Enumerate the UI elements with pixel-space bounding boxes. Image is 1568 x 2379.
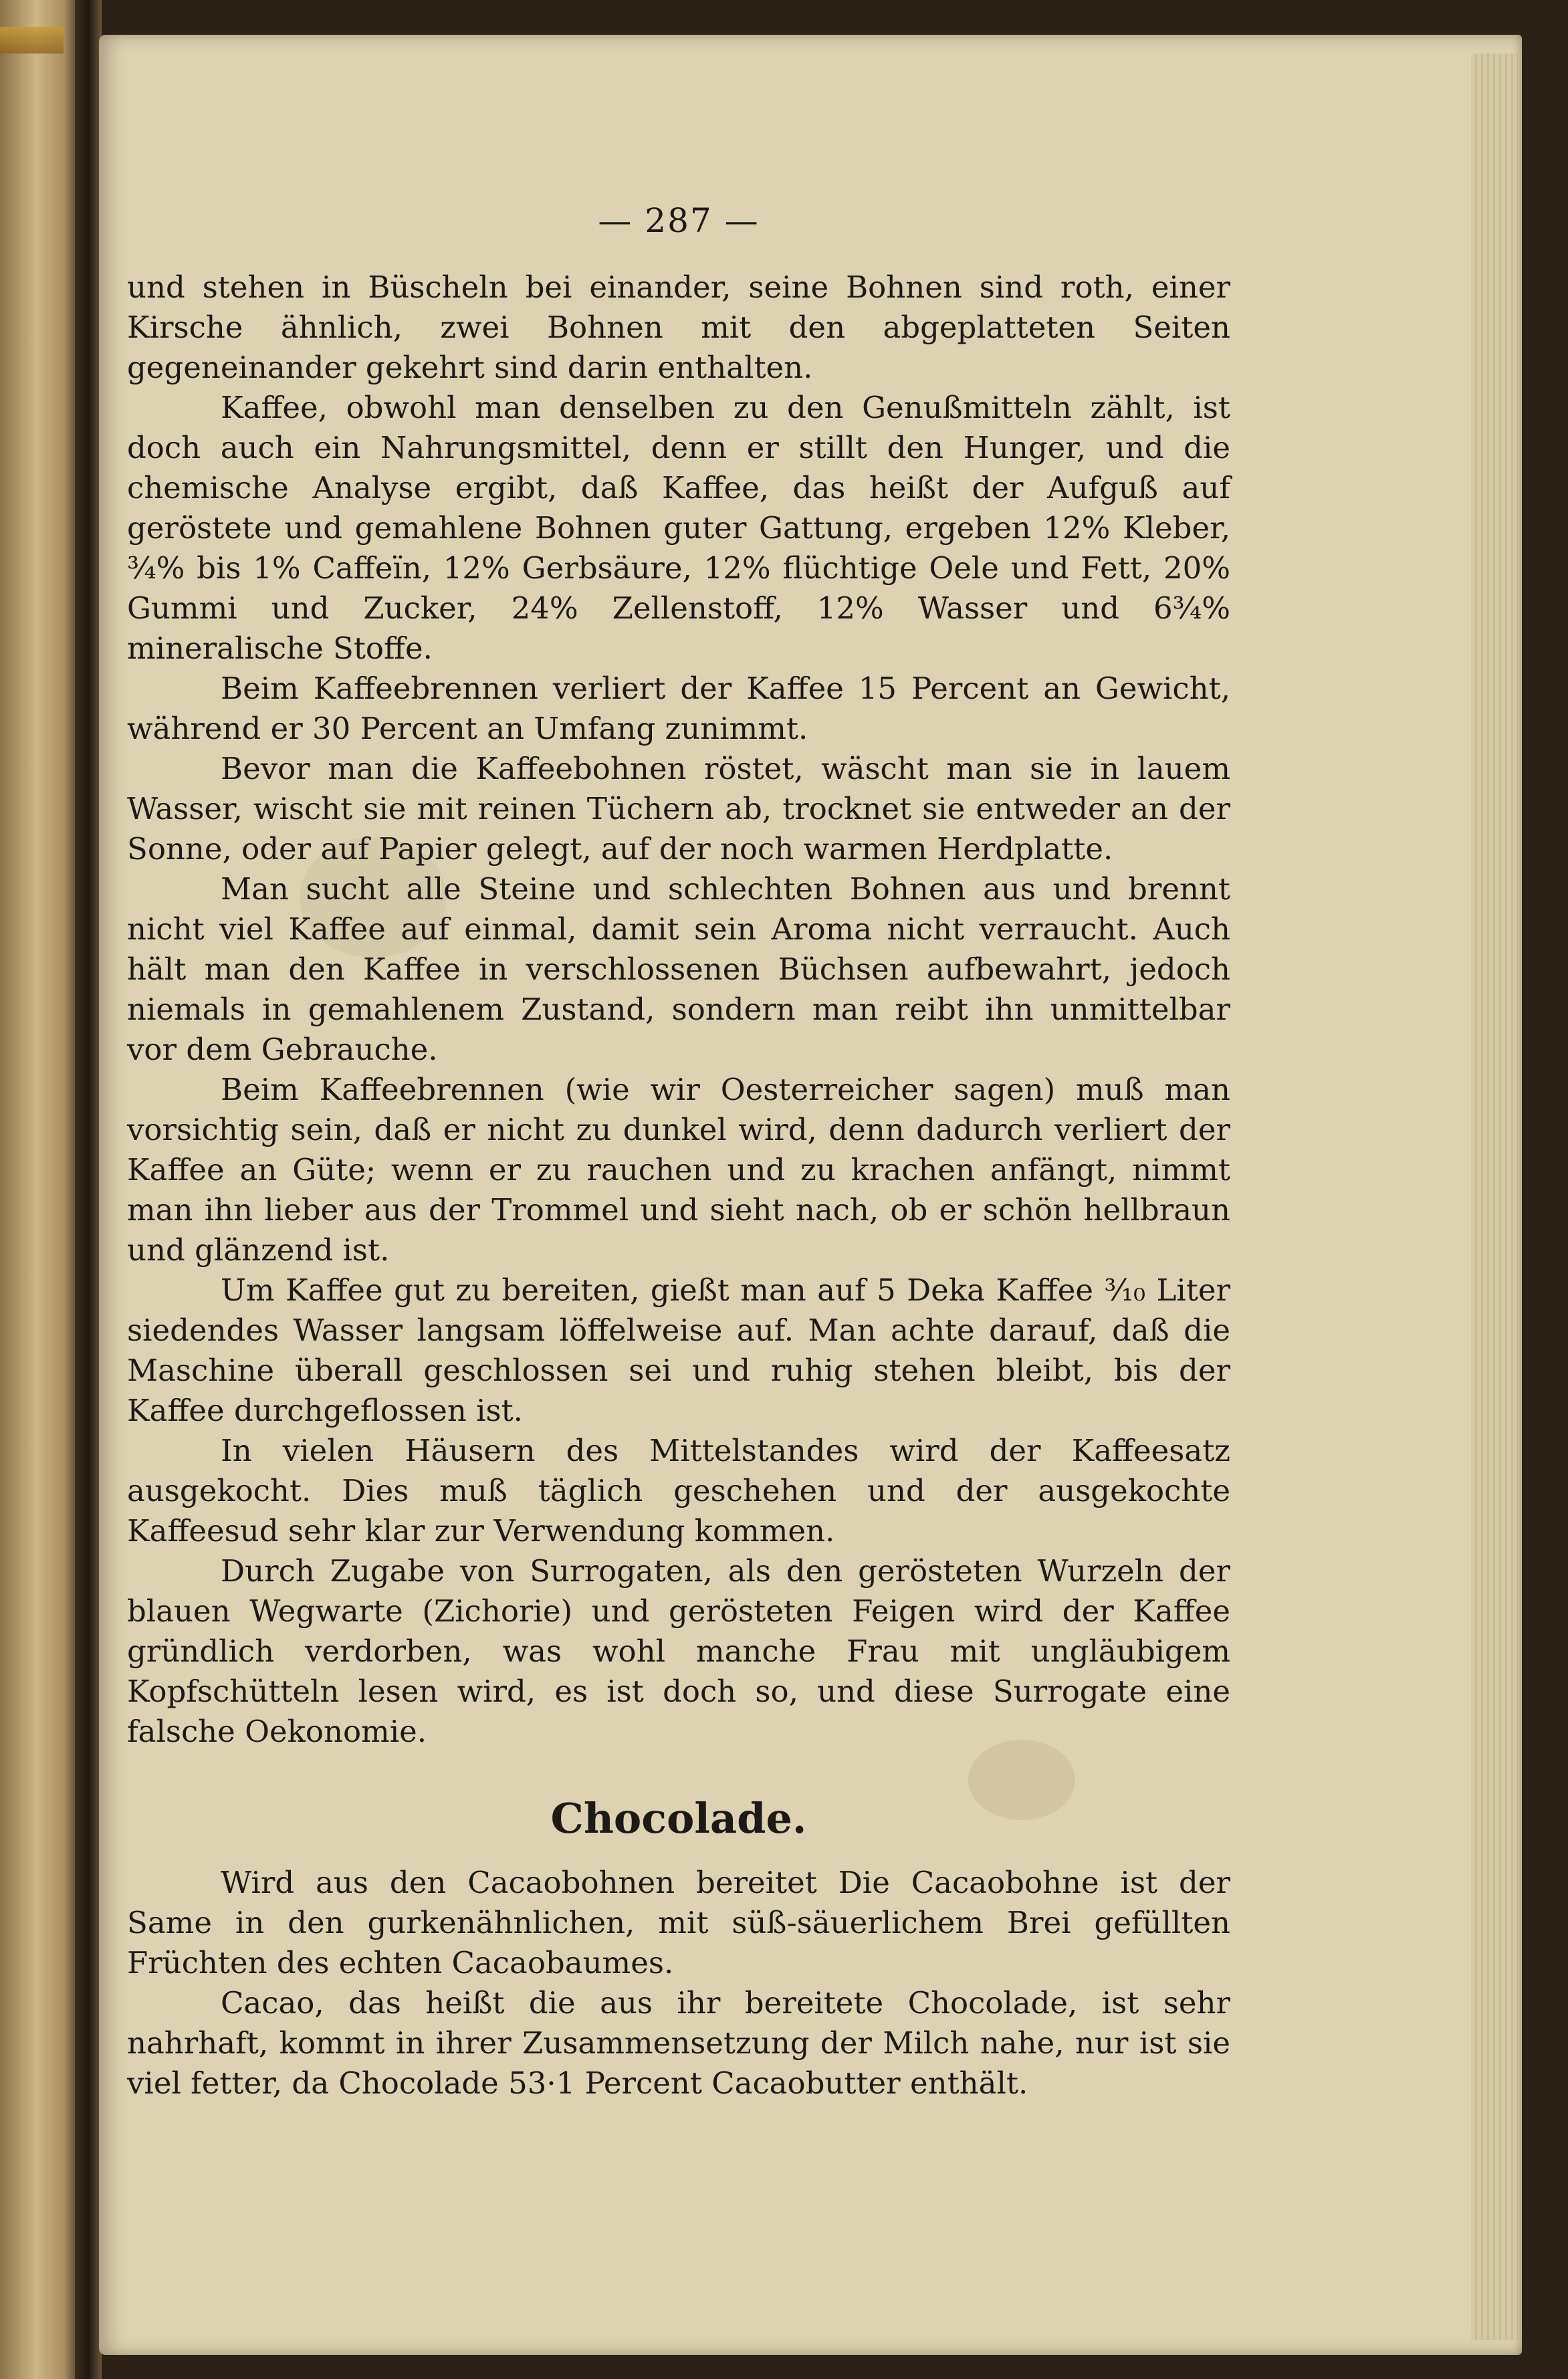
paragraph: Beim Kaffeebrennen verliert der Kaffee 15 Percent an Gewicht, während er 30 Percent an Umfang zunimmt.: [127, 671, 1230, 746]
paragraph: Cacao, das heißt die aus ihr bereitete Chocolade, ist sehr nahrhaft, kommt in ihrer Zusammensetzung der Milch nahe, nur ist sie viel fetter, da Chocolade 53·1 Percent Cacaobutter enthält.: [127, 1985, 1230, 2101]
page-edge-stack: [1471, 53, 1518, 2340]
page-number: — 287 —: [598, 201, 760, 240]
paragraph: Um Kaffee gut zu bereiten, gießt man auf 5 Deka Kaffee ³⁄₁₀ Liter siedendes Wasser langsam löffelweise auf. Man achte darauf, daß die Maschine überall geschlossen sei und ruhig stehen bleibt, bis der Kaffee durchgeflossen ist.: [127, 1272, 1230, 1428]
paragraph: und stehen in Büscheln bei einander, seine Bohnen sind roth, einer Kirsche ähnlich, zwei Bohnen mit den abgeplatteten Seiten gegeneinander gekehrt sind darin enthalten.: [127, 269, 1230, 385]
paragraph: Man sucht alle Steine und schlechten Bohnen aus und brennt nicht viel Kaffee auf einmal, damit sein Aroma nicht verraucht. Auch hält man den Kaffee in verschlossenen Büchsen aufbewahrt, jedoch niemals in gemahlenem Zustand, sondern man reibt ihn unmittelbar vor dem Gebrauche.: [127, 871, 1230, 1067]
paragraph: Wird aus den Cacaobohnen bereitet Die Cacaobohne ist der Same in den gurkenähnlichen, mit süß-säuerlichem Brei gefüllten Früchten des echten Cacaobaumes.: [127, 1865, 1230, 1980]
paragraph: In vielen Häusern des Mittelstandes wird der Kaffeesatz ausgekocht. Dies muß täglich geschehen und der ausgekochte Kaffeesud sehr klar zur Verwendung kommen.: [127, 1433, 1230, 1549]
paragraph: Durch Zugabe von Surrogaten, als den gerösteten Wurzeln der blauen Wegwarte (Zichorie) und gerösteten Feigen wird der Kaffee gründlich verdorben, was wohl manche Frau mit ungläubigem Kopfschütteln lesen wird, es ist doch so, und diese Surrogate eine falsche Oekonomie.: [127, 1553, 1230, 1749]
paragraph: Bevor man die Kaffeebohnen röstet, wäscht man sie in lauem Wasser, wischt sie mit reinen Tüchern ab, trocknet sie entweder an der Sonne, oder auf Papier gelegt, auf der noch warmen Herdplatte.: [127, 751, 1230, 867]
paragraph: Beim Kaffeebrennen (wie wir Oesterreicher sagen) muß man vorsichtig sein, daß er nicht zu dunkel wird, denn dadurch verliert der Kaffee an Güte; wenn er zu rauchen und zu krachen anfängt, nimmt man ihn lieber aus der Trommel und sieht nach, ob er schön hellbraun und glänzend ist.: [127, 1072, 1230, 1268]
left-page-edge: [0, 0, 80, 2379]
paragraph: Kaffee, obwohl man denselben zu den Genußmitteln zählt, ist doch auch ein Nahrungsmittel, denn er stillt den Hunger, und die chemische Analyse ergibt, daß Kaffee, das heißt der Aufguß auf geröstete und gemahlene Bohnen guter Gattung, ergeben 12% Kleber, ¾% bis 1% Caffeïn, 12% Gerbsäure, 12% flüchtige Oele und Fett, 20% Gummi und Zucker, 24% Zellenstoff, 12% Wasser und 6¾% mineralische Stoffe.: [127, 390, 1230, 666]
book-gutter: [75, 0, 102, 2379]
page-text-block: [127, 201, 1230, 2104]
section-heading: Chocolade.: [550, 1794, 807, 1843]
gilt-edge-decoration: [0, 27, 64, 53]
